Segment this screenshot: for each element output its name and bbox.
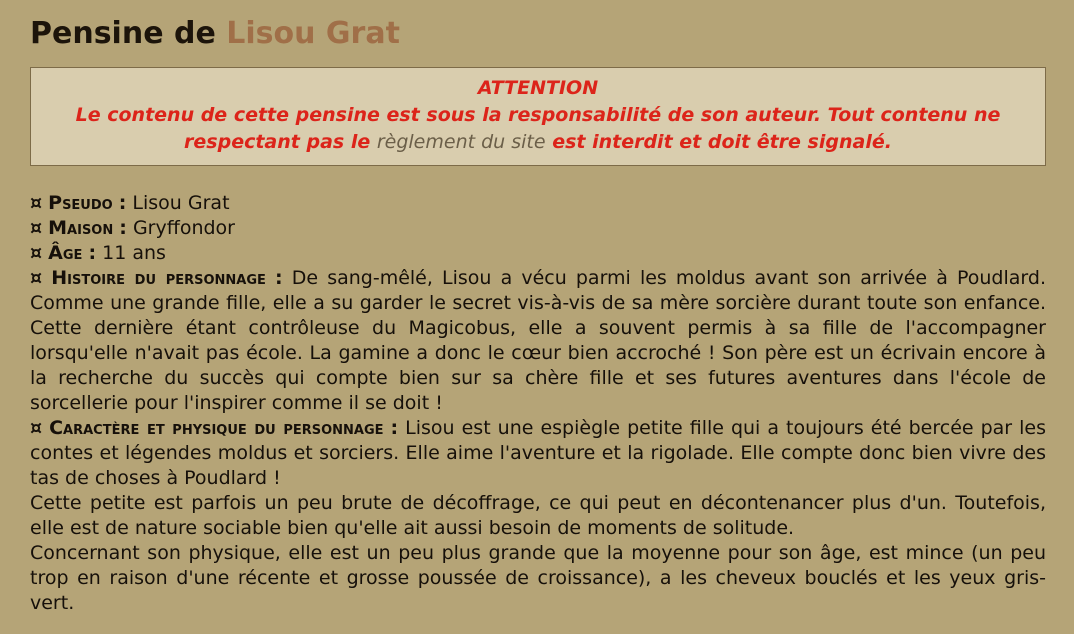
page-title-character-name: Lisou Grat xyxy=(226,16,400,51)
field-value-maison: Gryffondor xyxy=(132,217,235,239)
field-value-caractere-part2: Cette petite est parfois un peu brute de décoffrage, ce qui peut en décontenancer plus d'un. Toutefois, elle est de nature sociable bien qu'elle ait aussi besoin de moments de solitude. xyxy=(30,492,1046,539)
attention-heading: ATTENTION xyxy=(477,77,599,99)
field-label-maison: Maison xyxy=(48,217,114,239)
bullet-icon: ¤ xyxy=(30,217,43,239)
field-separator: : xyxy=(390,417,399,439)
bullet-icon: ¤ xyxy=(30,417,43,439)
attention-box xyxy=(30,67,1046,166)
page-title xyxy=(30,16,1046,51)
field-label-histoire: Histoire du personnage xyxy=(51,267,266,289)
field-value-caractere-part3: Concernant son physique, elle est un peu plus grande que la moyenne pour son âge, est mince (un peu trop en raison d'une récente et grosse poussée de croissance), a les cheveux bouclés et les yeux gris-vert. xyxy=(30,542,1046,614)
attention-text-after-link: est interdit et doit être signalé. xyxy=(552,131,892,153)
attention-message xyxy=(45,102,1031,156)
page-title-prefix: Pensine de xyxy=(30,16,216,51)
attention-text-before-link: Le contenu de cette pensine est sous la responsabilité de son auteur. Tout contenu ne respectant pas le xyxy=(75,104,1001,153)
field-value-histoire: De sang-mêlé, Lisou a vécu parmi les moldus avant son arrivée à Poudlard. Comme une grande fille, elle a su garder le secret vis-à-vis de sa mère sorcière durant toute son enfance. Cette dernière étant contrôleuse du Magicobus, elle a souvent permis à sa fille de l'accompagner lorsqu'elle n'avait pas école. La gamine a donc le cœur bien accroché ! Son père est un écrivain encore à la recherche du succès qui compte bien sur sa chère fille et ses futures aventures dans l'école de sorcellerie pour l'inspirer comme il se doit ! xyxy=(30,267,1046,414)
field-value-pseudo: Lisou Grat xyxy=(132,192,230,214)
field-label-pseudo: Pseudo xyxy=(48,192,113,214)
site-rules-link[interactable]: règlement du site xyxy=(376,131,546,153)
character-profile xyxy=(30,191,1046,616)
field-separator: : xyxy=(88,242,97,264)
field-separator: : xyxy=(118,192,127,214)
field-value-caractere-part1: Lisou est une espiègle petite fille qui a toujours été bercée par les contes et légendes moldus et sorciers. Elle aime l'aventure et la rigolade. Elle compte donc bien vivre des tas de choses à Poudlard ! xyxy=(30,417,1046,489)
bullet-icon: ¤ xyxy=(30,267,43,289)
bullet-icon: ¤ xyxy=(30,242,43,264)
field-separator: : xyxy=(119,217,127,239)
field-label-age: Âge xyxy=(48,242,83,264)
bullet-icon: ¤ xyxy=(30,192,43,214)
field-value-age: 11 ans xyxy=(102,242,166,264)
field-label-caractere: Caractère et physique du personnage xyxy=(49,417,384,439)
field-separator: : xyxy=(275,267,283,289)
